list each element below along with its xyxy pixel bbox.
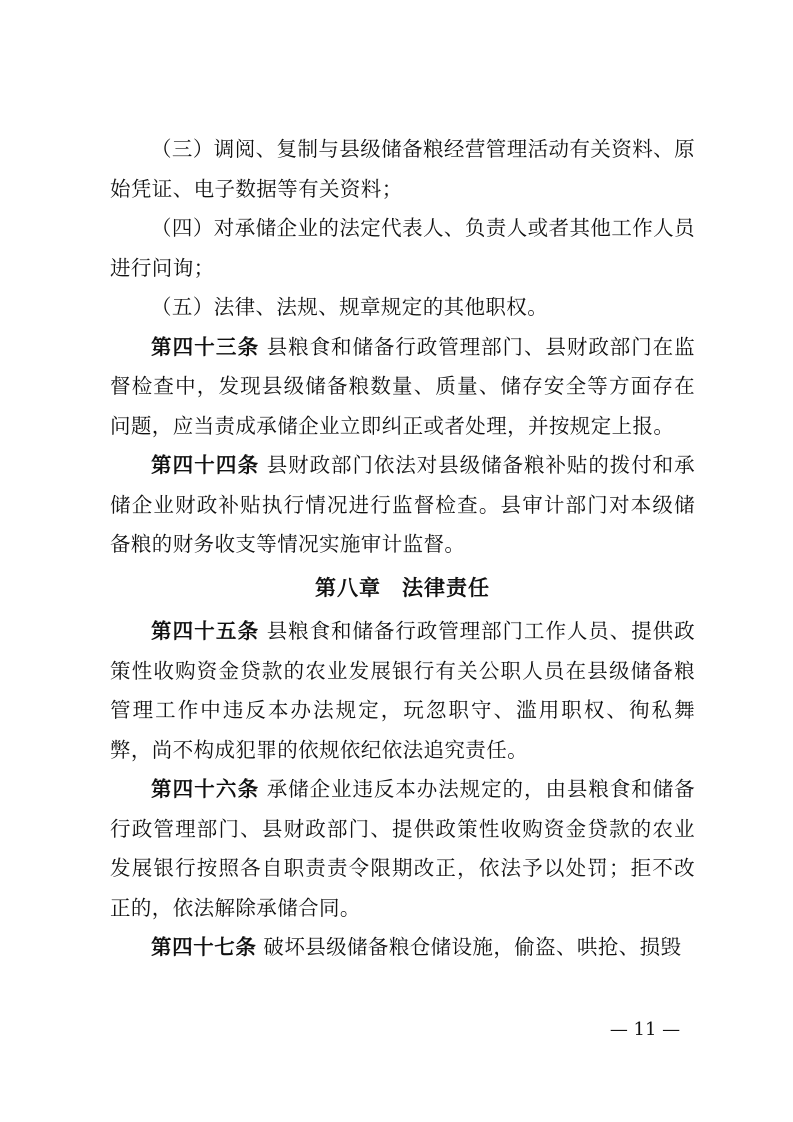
- paragraph-item-5: [110, 288, 695, 328]
- article-label: 第四十四条: [151, 453, 260, 477]
- article-label: 第四十七条: [151, 935, 257, 959]
- paragraph-text: （四）对承储企业的法定代表人、负责人或者其他工作人员进行问询；: [110, 216, 695, 280]
- article-46: [110, 770, 695, 928]
- article-43: [110, 328, 695, 447]
- article-text: 县粮食和储备行政管理部门、县财政部门在监督检查中，发现县级储备粮数量、质量、储存安全等方面存在问题，应当责成承储企业立即纠正或者处理，并按规定上报。: [110, 334, 696, 438]
- paragraph-item-4: [110, 209, 695, 288]
- paragraph-text: （三）调阅、复制与县级储备粮经营管理活动有关资料、原始凭证、电子数据等有关资料；: [110, 137, 695, 201]
- article-47: [110, 928, 695, 968]
- article-44: [110, 446, 695, 565]
- article-text: 承储企业违反本办法规定的，由县粮食和储备行政管理部门、县财政部门、提供政策性收购资金贷款的农业发展银行按照各自职责责令限期改正，依法予以处罚；拒不改正的，依法解除承储合同。: [110, 777, 696, 920]
- page-number: — 11 —: [609, 1019, 681, 1040]
- article-label: 第四十五条: [151, 619, 260, 643]
- article-text: 破坏县级储备粮仓储设施，偷盗、哄抢、损毁: [263, 935, 682, 959]
- article-text: 县粮食和储备行政管理部门工作人员、提供政策性收购资金贷款的农业发展银行有关公职人员在县级储备粮管理工作中违反本办法规定，玩忽职守、滥用职权、徇私舞弊，尚不构成犯罪的依规依纪依法追究责任。: [110, 619, 696, 762]
- chapter-number: 第八章: [315, 575, 381, 600]
- chapter-heading: [110, 569, 695, 609]
- article-label: 第四十三条: [151, 334, 260, 359]
- paragraph-item-3: [110, 130, 695, 209]
- article-45: [110, 612, 695, 770]
- chapter-title: 法律责任: [402, 575, 490, 600]
- document-body: [110, 130, 695, 968]
- paragraph-text: （五）法律、法规、规章规定的其他职权。: [151, 295, 549, 319]
- article-label: 第四十六条: [151, 777, 260, 801]
- article-text: 县财政部门依法对县级储备粮补贴的拨付和承储企业财政补贴执行情况进行监督检查。县审计部门对本级储备粮的财务收支等情况实施审计监督。: [110, 453, 696, 556]
